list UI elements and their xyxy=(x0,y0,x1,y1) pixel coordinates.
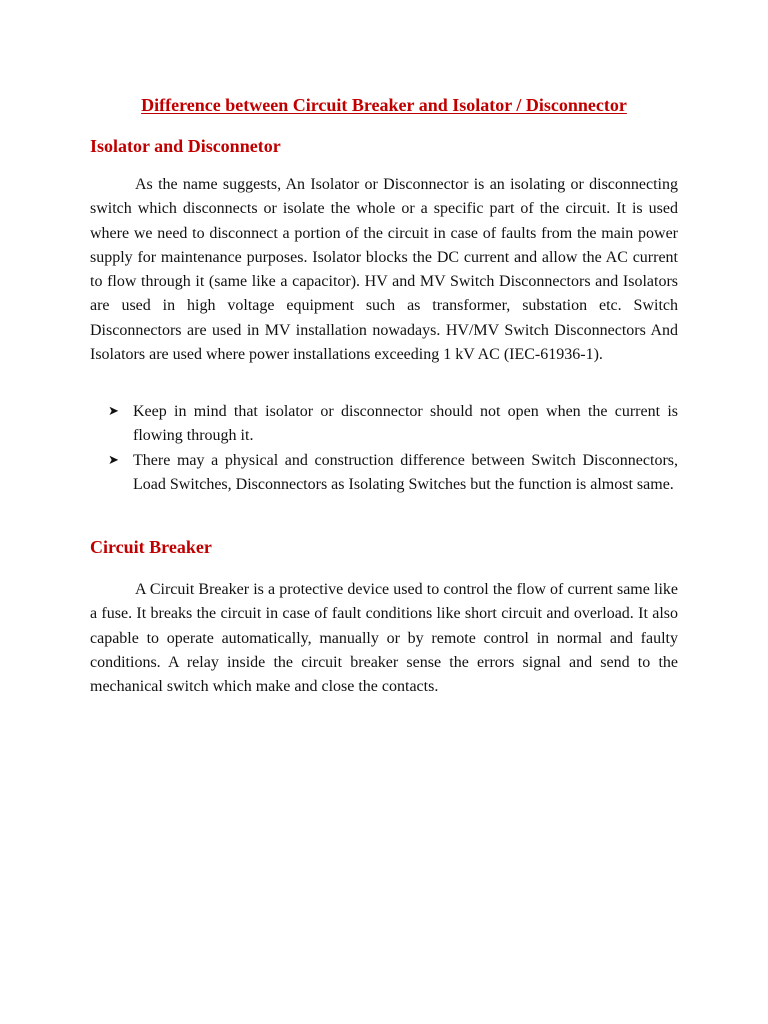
document-title: Difference between Circuit Breaker and Isolator / Disconnector xyxy=(141,95,627,115)
section-heading-isolator: Isolator and Disconnetor xyxy=(90,136,281,156)
bullet-text: There may a physical and construction difference between Switch Disconnectors, Load Switches, Disconnectors as Isolating Switches but the function is almost same. xyxy=(133,451,678,493)
arrow-right-icon: ➤ xyxy=(108,452,119,468)
list-item xyxy=(108,400,678,449)
arrow-right-icon: ➤ xyxy=(108,404,119,419)
bullet-list xyxy=(108,400,678,497)
bullet-text: Keep in mind that isolator or disconnector should not open when the current is flowing through it. xyxy=(133,403,678,445)
paragraph-isolator: As the name suggests, An Isolator or Disconnector is an isolating or disconnecting switch which disconnects or isolate the whole or a specific part of the circuit. It is used where we need to disconnect a portion of the circuit in case of faults from the main power supply for maintenance purposes. Isolator blocks the DC current and allow the AC current to flow through it (same like a capacitor). HV and MV Switch Disconnectors and Isolators are used in high voltage equipment such as transformer, substation etc. Switch Disconnectors are used in MV installation nowadays. HV/MV Switch Disconnectors And Isolators are used where power installations exceeding 1 kV AC (IEC-61936-1). xyxy=(90,176,678,364)
paragraph-circuit-breaker: A Circuit Breaker is a protective device used to control the flow of current same like a fuse. It breaks the circuit in case of fault conditions like short circuit and overload. It also capable to operate automatically, manually or by remote control in normal and faulty conditions. A relay inside the circuit breaker sense the errors signal and send to the mechanical switch which make and close the contacts. xyxy=(90,581,678,696)
list-item xyxy=(108,449,678,498)
section-heading-circuit-breaker: Circuit Breaker xyxy=(90,537,212,557)
